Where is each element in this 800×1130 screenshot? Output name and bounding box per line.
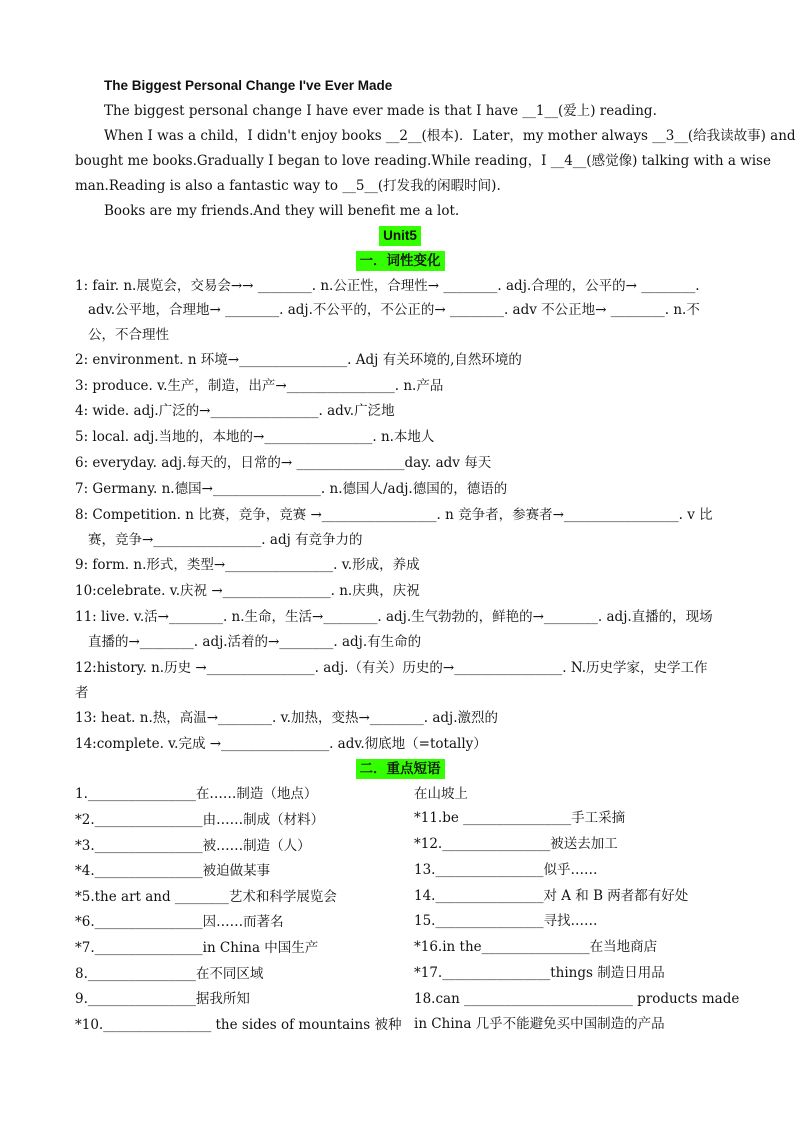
vocab-line: 1: fair. n.展览会，交易会→→ ________. n.公正性，合理性→ ________. adj.合理的，公平的→ ________. [75, 278, 700, 294]
vocab-line: 6: everyday. adj.每天的，日常的→ ________________day. adv 每天 [75, 455, 492, 471]
phrase-item: *12.________________被送去加工 [414, 836, 618, 852]
passage-line: Books are my friends.And they will benefit me a lot. [104, 203, 460, 219]
vocab-line: 赛，竞争→________________. adj 有竞争力的 [88, 532, 363, 548]
vocab-line: 7: Germany. n.德国→________________. n.德国人/adj.德国的，德语的 [75, 481, 508, 497]
vocab-line: 4: wide. adj.广泛的→________________. adv.广泛地 [75, 403, 395, 419]
phrase-item: *11.be ________________手工采摘 [414, 810, 626, 826]
vocab-line: 5: local. adj.当地的，本地的→________________. n.本地人 [75, 429, 435, 445]
section2-heading: 二．重点短语 [356, 759, 445, 779]
unit-heading: Unit5 [379, 226, 421, 246]
phrase-item: 8.________________在不同区域 [75, 966, 264, 982]
phrase-item: *2.________________由……制成（材料） [75, 812, 325, 828]
phrase-item: 9.________________据我所知 [75, 991, 250, 1007]
phrase-item: *17.________________things 制造日用品 [414, 965, 665, 981]
phrase-item: *10.________________ the sides of mountains 被种 [75, 1017, 402, 1033]
vocab-line: adv.公平地，合理地→ ________. adj.不公平的，不公正的→ ________. adv 不公正地→ ________. n.不 [88, 302, 700, 318]
vocab-line: 8: Competition. n 比赛，竞争，竞赛 →_________________. n 竞争者，参赛者→_________________. v 比 [75, 507, 713, 523]
phrase-item: *3.________________被……制造（人） [75, 838, 311, 854]
section1-heading-row [0, 251, 800, 271]
vocab-line: 10:celebrate. v.庆祝 →________________. n.庆典，庆祝 [75, 583, 420, 599]
section1-heading: 一．词性变化 [356, 251, 445, 271]
phrase-item: 15.________________寻找…… [414, 913, 598, 929]
phrase-item: 1.________________在……制造（地点） [75, 786, 318, 802]
phrase-item: *6.________________因……而著名 [75, 914, 284, 930]
unit-heading-row [0, 226, 800, 246]
phrase-item: 13.________________似乎…… [414, 862, 598, 878]
section2-heading-row [0, 759, 800, 779]
phrase-item: *7.________________in China 中国生产 [75, 940, 319, 956]
vocab-line: 13: heat. n.热，高温→________. v.加热，变热→________. adj.激烈的 [75, 710, 499, 726]
phrase-item: *16.in the________________在当地商店 [414, 939, 658, 955]
vocab-line: 公，不合理性 [88, 327, 169, 343]
phrase-item: 14.________________对 A 和 B 两者都有好处 [414, 888, 689, 904]
passage-title: The Biggest Personal Change I've Ever Made [104, 78, 393, 93]
vocab-line: 12:history. n.历史 →________________. adj.（有关）历史的→________________. N.历史学家，史学工作 [75, 660, 708, 676]
phrase-item: 在山坡上 [414, 786, 468, 802]
vocab-line: 者 [75, 685, 89, 701]
vocab-line: 9: form. n.形式，类型→________________. v.形成，养成 [75, 557, 420, 573]
vocab-line: 14:complete. v.完成 →________________. adv.彻底地（=totally） [75, 736, 487, 752]
phrase-item: *5.the art and ________艺术和科学展览会 [75, 889, 337, 905]
passage-line: bought me books.Gradually I began to love reading.While reading，I __4__(感觉像) talking with a wise [75, 153, 771, 169]
passage-line: man.Reading is also a fantastic way to __5__(打发我的闲暇时间). [75, 178, 501, 194]
phrase-item: *4.________________被迫做某事 [75, 863, 271, 879]
vocab-line: 11: live. v.活→________. n.生命，生活→________. adj.生气勃勃的，鲜艳的→________. adj.直播的，现场 [75, 609, 713, 625]
passage-line: When I was a child，I didn't enjoy books __2__(根本)．Later，my mother always __3__(给我读故事) and [104, 128, 796, 144]
vocab-line: 3: produce. v.生产，制造，出产→________________. n.产品 [75, 378, 444, 394]
passage-line: The biggest personal change I have ever made is that I have __1__(爱上) reading. [104, 103, 657, 119]
vocab-line: 直播的→________. adj.活着的→________. adj.有生命的 [88, 634, 422, 650]
vocab-line: 2: environment. n 环境→________________. Adj 有关环境的,自然环境的 [75, 352, 522, 368]
phrase-item: in China 几乎不能避免买中国制造的产品 [414, 1016, 665, 1032]
phrase-item: 18.can _________________________ products made [414, 991, 740, 1007]
